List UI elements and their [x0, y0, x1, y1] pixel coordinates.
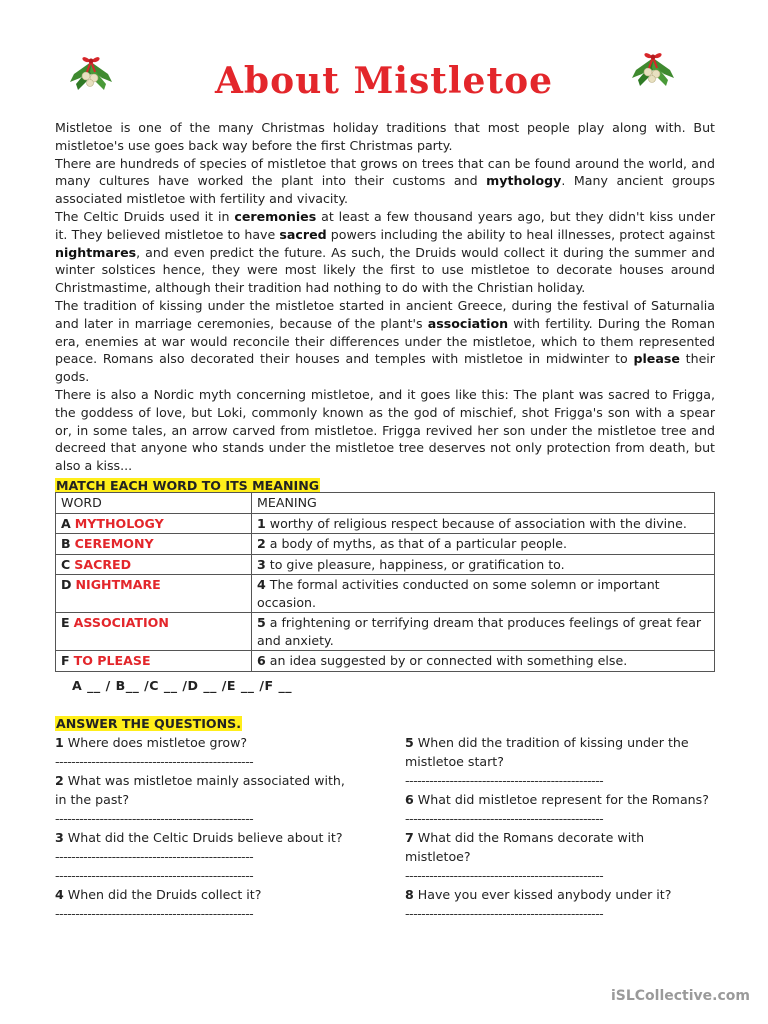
- meaning-number: 3: [257, 556, 266, 572]
- question-text: What was mistletoe mainly associated with, in the past?: [55, 773, 345, 807]
- intro-paragraph: [55, 297, 715, 386]
- meaning-number: 2: [257, 536, 266, 551]
- word-term: NIGHTMARE: [75, 577, 161, 592]
- table-row: [56, 554, 715, 575]
- word-letter: A: [61, 515, 71, 531]
- question-number: 1: [55, 735, 64, 750]
- word-cell: [56, 651, 252, 672]
- intro-paragraph: [55, 119, 715, 155]
- answer-key-line[interactable]: A __ / B__ /C __ /D __ /E __ /F __: [72, 678, 293, 693]
- question-number: 4: [55, 887, 64, 902]
- question-number: 7: [405, 830, 414, 845]
- word-cell: [56, 513, 252, 534]
- question-item: [55, 885, 355, 904]
- meaning-text: to give pleasure, happiness, or gratification to.: [269, 556, 565, 572]
- questions-heading-label: ANSWER THE QUESTIONS.: [56, 716, 242, 731]
- meaning-number: 4: [257, 577, 266, 592]
- table-header-row: [56, 493, 715, 514]
- keyword: association: [427, 315, 509, 331]
- question-item: [55, 733, 355, 752]
- intro-paragraph: [55, 386, 715, 475]
- questions-right-column: [405, 733, 710, 923]
- word-term: CEREMONY: [74, 536, 154, 551]
- intro-text: [55, 119, 715, 475]
- word-cell: [56, 613, 252, 651]
- meaning-text: a frightening or terrifying dream that produces feelings of great fear and anxiety.: [257, 615, 702, 648]
- answer-line[interactable]: -------------------------------------------------: [405, 773, 604, 788]
- intro-paragraph: [55, 208, 715, 297]
- question-item: [405, 733, 710, 771]
- table-row: [56, 575, 715, 613]
- question-text: Where does mistletoe grow?: [67, 735, 248, 750]
- text-segment: powers including the ability to heal illnesses, protect against: [326, 226, 715, 242]
- question-number: 8: [405, 887, 414, 902]
- meaning-number: 1: [257, 515, 266, 531]
- keyword: nightmares: [55, 244, 137, 260]
- text-segment: The tradition of kissing under the mistletoe started in ancient Greece, during the festival of Saturnalia and later in marriage ceremonies, because of the plant's: [55, 297, 715, 331]
- meaning-text: worthy of religious respect because of association with the divine.: [269, 515, 687, 531]
- table-row: [56, 513, 715, 534]
- meaning-text: The formal activities conducted on some solemn or important occasion.: [257, 577, 660, 610]
- text-segment: . Many ancient groups associated mistletoe with fertility and vivacity.: [55, 173, 715, 207]
- question-text: When did the Druids collect it?: [67, 887, 262, 902]
- word-term: TO PLEASE: [73, 653, 151, 668]
- word-letter: E: [61, 615, 70, 630]
- questions-left-column: [55, 733, 355, 923]
- question-text: When did the tradition of kissing under the mistletoe start?: [405, 735, 689, 769]
- table-row: [56, 534, 715, 555]
- question-item: [55, 771, 355, 809]
- col-word-header: WORD: [56, 493, 252, 514]
- keyword: please: [633, 351, 680, 367]
- answer-line[interactable]: -------------------------------------------------: [55, 811, 254, 826]
- word-cell: [56, 554, 252, 575]
- word-cell: [56, 575, 252, 613]
- answer-line[interactable]: -------------------------------------------------: [55, 906, 254, 921]
- text-segment: , and even predict the future. As such, the Druids would collect it during the summer and winter solstices hence, they were most likely the first to use mistletoe to decorate houses around Christmastime, although their tradition had nothing to do with the Christian holiday.: [55, 244, 715, 296]
- keyword: mythology: [486, 173, 562, 189]
- text-segment: There is also a Nordic myth concerning mistletoe, and it goes like this: The plant was sacred to Frigga, the goddess of love, but Loki, commonly known as the god of mischief, shot Frigga's son with a spear or, in some tales, an arrow carved from mistletoe. Frigga revived her son under the mistletoe tree and decreed that anyone who stands under the mistletoe tree deserves not only protection from death, but also a kiss...: [55, 386, 715, 474]
- question-number: 3: [55, 830, 64, 845]
- keyword: sacred: [279, 226, 327, 242]
- match-table: [55, 492, 715, 672]
- question-number: 5: [405, 735, 414, 750]
- table-row: [56, 613, 715, 651]
- word-term: SACRED: [74, 556, 132, 572]
- meaning-text: an idea suggested by or connected with something else.: [269, 653, 628, 668]
- question-item: [405, 790, 710, 809]
- question-item: [405, 828, 710, 866]
- text-segment: The Celtic Druids used it in: [55, 208, 235, 224]
- word-term: ASSOCIATION: [73, 615, 169, 630]
- meaning-cell: [252, 554, 715, 575]
- text-segment: their gods.: [55, 351, 715, 385]
- text-segment: at least a few thousand years ago, but they didn't kiss under it. They believed mistletoe to have: [55, 208, 715, 242]
- footer-watermark: iSLCollective.com: [610, 988, 750, 1004]
- question-item: [405, 885, 710, 904]
- text-segment: There are hundreds of species of mistletoe that grows on trees that can be found around the world, and many cultures have worked the plant into their customs and: [55, 155, 715, 189]
- meaning-cell: [252, 651, 715, 672]
- intro-paragraph: [55, 155, 715, 208]
- question-text: What did the Celtic Druids believe about it?: [67, 830, 343, 845]
- word-cell: [56, 534, 252, 555]
- question-number: 2: [55, 773, 64, 788]
- meaning-number: 6: [257, 653, 266, 668]
- questions-heading: [55, 713, 242, 732]
- match-heading-label: MATCH EACH WORD TO ITS MEANING: [56, 478, 320, 493]
- answer-line[interactable]: -------------------------------------------------: [55, 868, 254, 883]
- question-text: What did the Romans decorate with mistletoe?: [405, 830, 645, 864]
- word-term: MYTHOLOGY: [74, 515, 164, 531]
- question-text: What did mistletoe represent for the Romans?: [417, 792, 709, 807]
- question-item: [55, 828, 355, 847]
- text-segment: Mistletoe is one of the many Christmas holiday traditions that most people play along with. But mistletoe's use goes back way before the first Christmas party.: [55, 120, 715, 153]
- answer-line[interactable]: -------------------------------------------------: [405, 906, 604, 921]
- meaning-number: 5: [257, 615, 266, 630]
- question-number: 6: [405, 792, 414, 807]
- word-letter: D: [61, 577, 72, 592]
- meaning-text: a body of myths, as that of a particular people.: [269, 536, 568, 551]
- col-meaning-header: MEANING: [252, 493, 715, 514]
- meaning-cell: [252, 534, 715, 555]
- answer-line[interactable]: -------------------------------------------------: [55, 754, 254, 769]
- answer-line[interactable]: -------------------------------------------------: [405, 868, 604, 883]
- meaning-cell: [252, 613, 715, 651]
- table-row: [56, 651, 715, 672]
- page-title: About Mistletoe: [215, 60, 553, 102]
- meaning-cell: [252, 575, 715, 613]
- word-letter: F: [61, 653, 70, 668]
- word-letter: C: [61, 556, 71, 572]
- question-text: Have you ever kissed anybody under it?: [417, 887, 672, 902]
- meaning-cell: [252, 513, 715, 534]
- word-letter: B: [61, 536, 71, 551]
- answer-line[interactable]: -------------------------------------------------: [405, 811, 604, 826]
- keyword: ceremonies: [234, 208, 317, 224]
- answer-line[interactable]: -------------------------------------------------: [55, 849, 254, 864]
- text-segment: with fertility. During the Roman era, enemies at war would reconcile their differences under the mistletoe, which to them represented peace. Romans also decorated their houses and temples with mistletoe in midwinter to: [55, 315, 715, 367]
